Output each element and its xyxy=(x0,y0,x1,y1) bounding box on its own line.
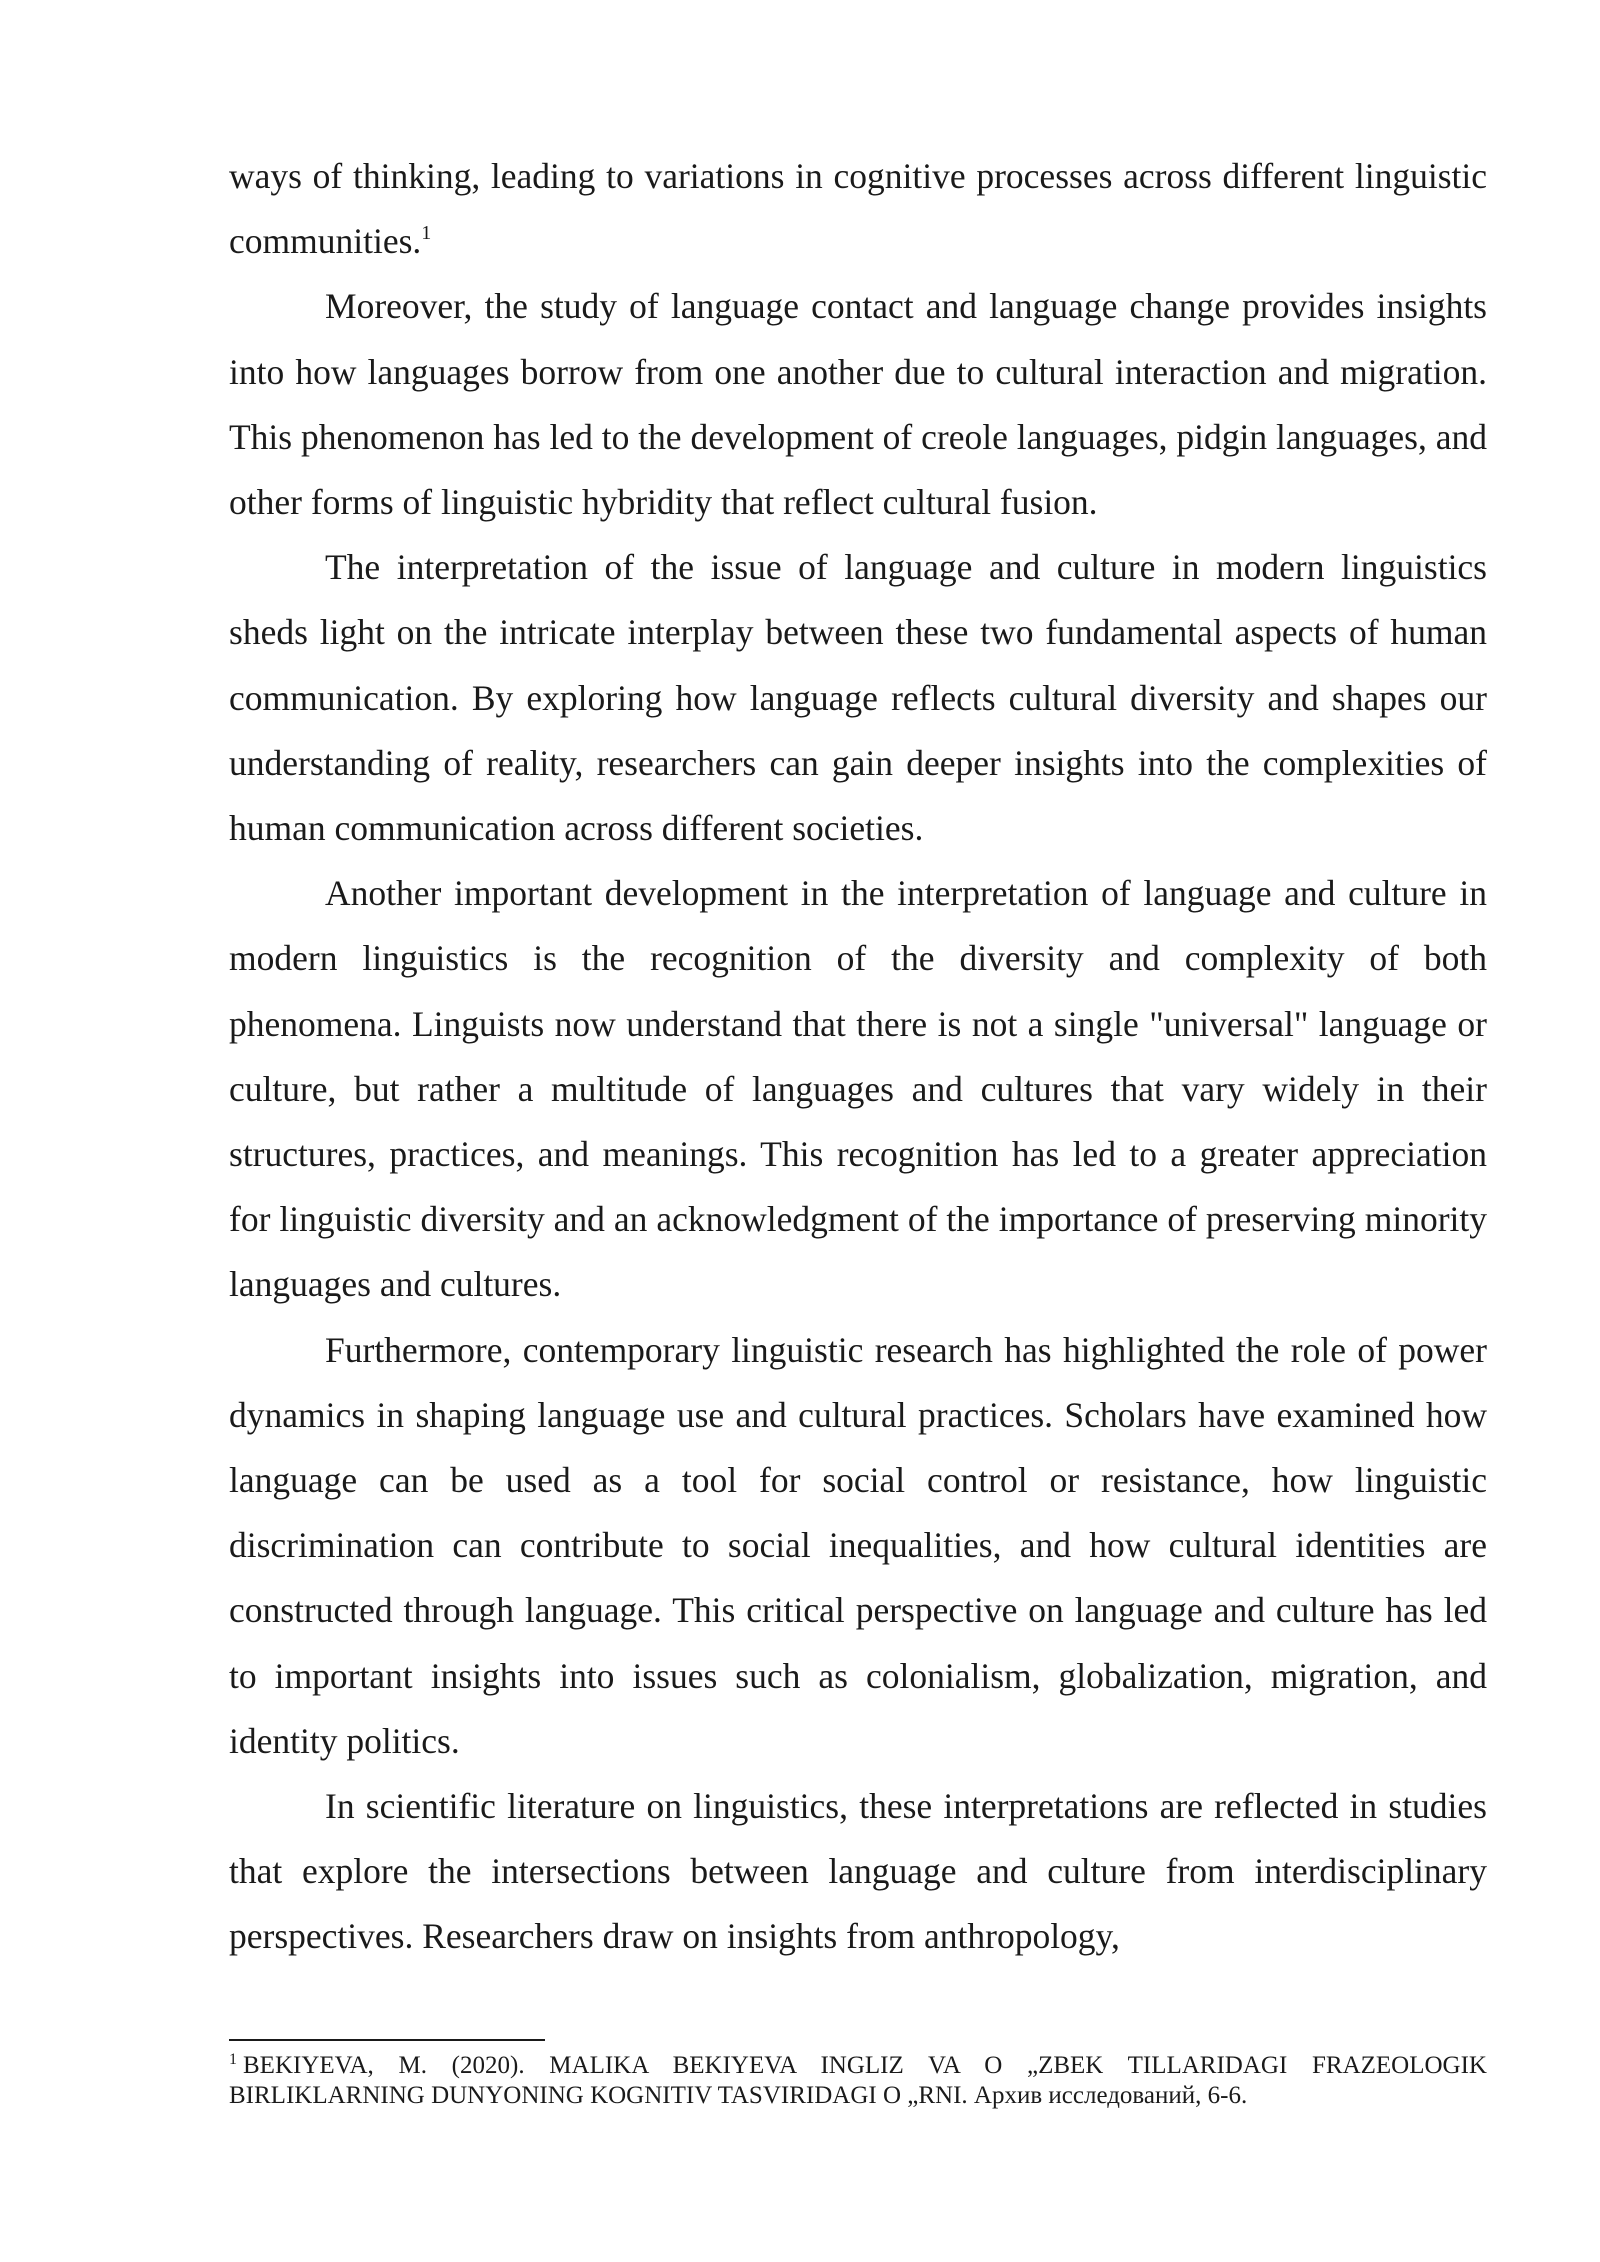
paragraph-6: In scientific literature on linguistics, these interpretations are reflected in studies that explore the intersections between language and culture from interdisciplinary perspectives. Researchers draw on insights from anthropology, xyxy=(229,1786,1487,1957)
footnote-reference[interactable]: 1 xyxy=(421,222,432,245)
footnote-text: BEKIYEVA, M. (2020). MALIKA BEKIYEVA INGLIZ VA O „ZBEK TILLARIDAGI FRAZEOLOGIK BIRLIKLARNING DUNYONING KOGNITIV TASVIRIDAGI O „RNI. Архив исследований, 6-6. xyxy=(229,2052,1487,2109)
footnote-separator xyxy=(229,2039,545,2041)
paragraph-2: Moreover, the study of language contact and language change provides insights into how languages borrow from one another due to cultural interaction and migration. This phenomenon has led to the development of creole languages, pidgin languages, and other forms of linguistic hybridity that reflect cultural fusion. xyxy=(229,286,1487,523)
paragraph-4: Another important development in the interpretation of language and culture in modern linguistics is the recognition of the diversity and complexity of both phenomena. Linguists now understand that there is not a single "universal" language or culture, but rather a multitude of languages and cultures that vary widely in their structures, practices, and meanings. This recognition has led to a greater appreciation for linguistic diversity and an acknowledgment of the importance of preserving minority languages and cultures. xyxy=(229,873,1487,1305)
footnote xyxy=(229,2051,1487,2111)
paragraph-1-text: ways of thinking, leading to variations in cognitive processes across different linguistic communities. xyxy=(229,156,1487,262)
footnote-marker: 1 xyxy=(229,2051,237,2068)
body-text xyxy=(229,144,1487,1970)
paragraph-5: Furthermore, contemporary linguistic research has highlighted the role of power dynamics in shaping language use and cultural practices. Scholars have examined how language can be used as a tool for social control or resistance, how linguistic discrimination can contribute to social inequalities, and how cultural identities are constructed through language. This critical perspective on language and culture has led to important insights into issues such as colonialism, globalization, migration, and identity politics. xyxy=(229,1329,1487,1761)
paragraph-3: The interpretation of the issue of language and culture in modern linguistics sheds light on the intricate interplay between these two fundamental aspects of human communication. By exploring how language reflects cultural diversity and shapes our understanding of reality, researchers can gain deeper insights into the complexities of human communication across different societies. xyxy=(229,547,1487,849)
paragraph-1 xyxy=(229,144,1487,274)
